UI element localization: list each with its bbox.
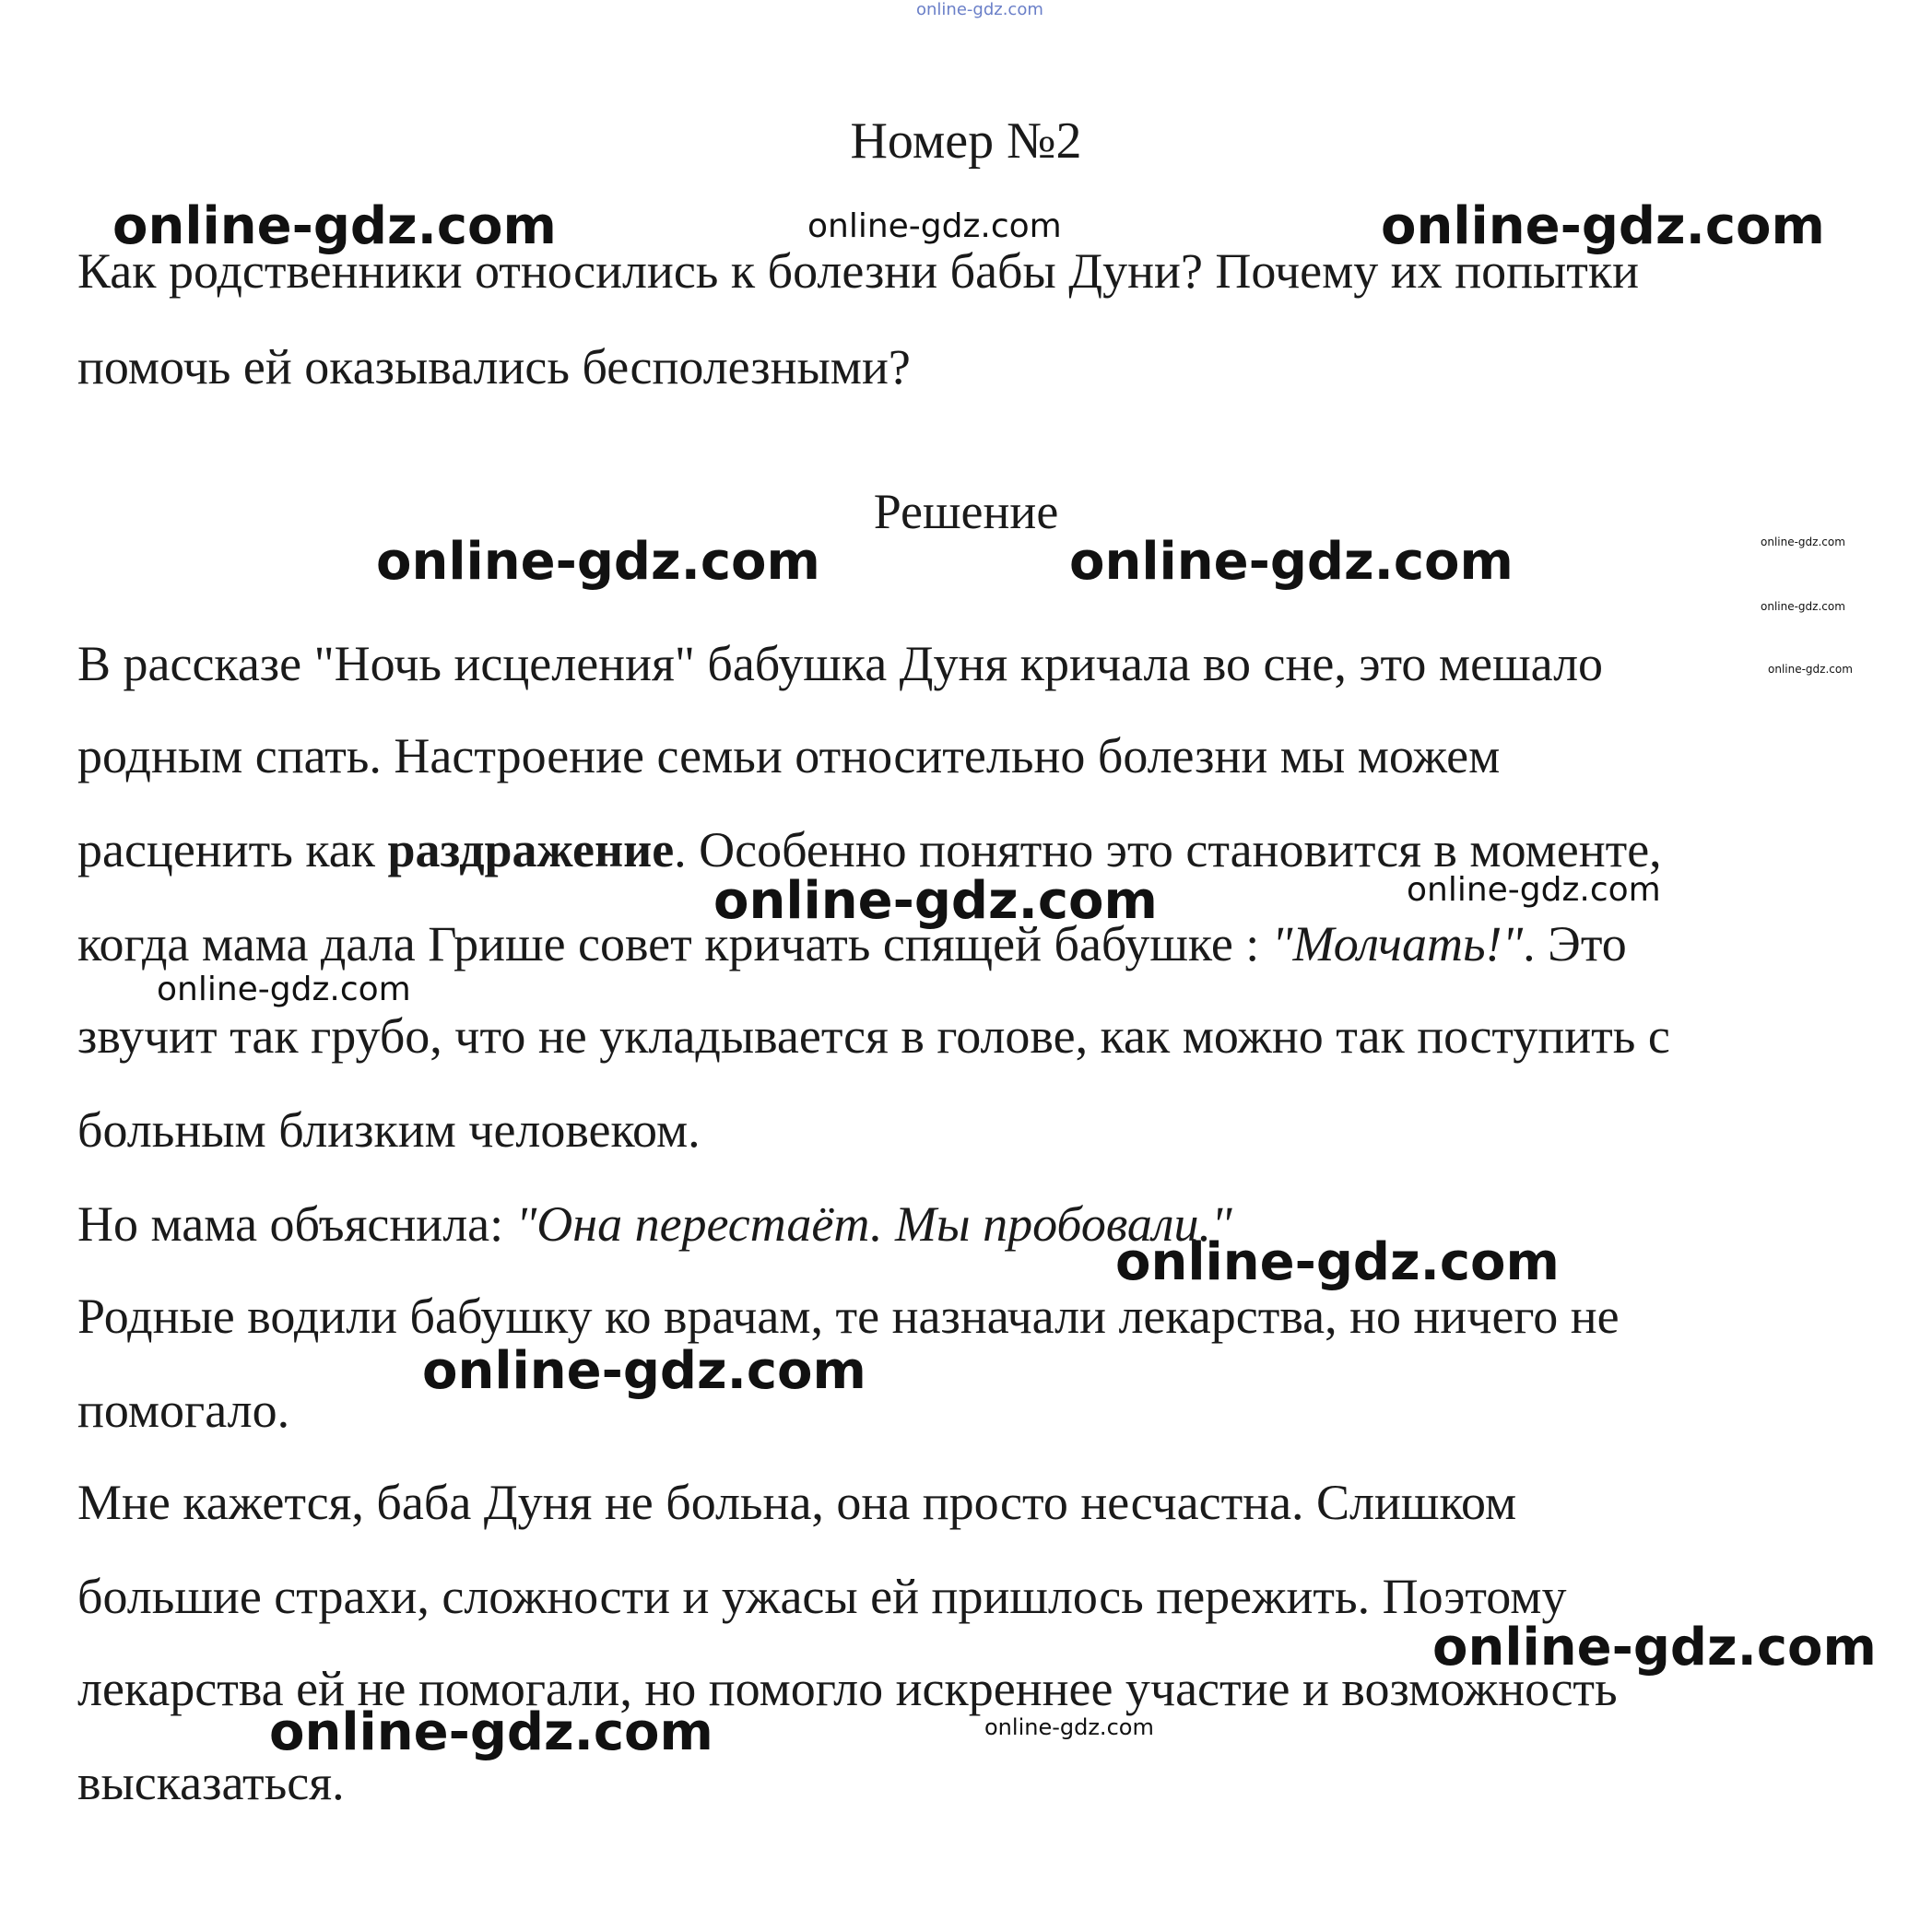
- watermark: online-gdz.com: [1432, 1618, 1877, 1678]
- answer-line-7: Но мама объяснила: "Она перестаёт. Мы пробовали.": [77, 1196, 1232, 1252]
- watermark: online-gdz.com: [713, 871, 1158, 931]
- watermark: online-gdz.com: [1069, 532, 1514, 592]
- watermark: online-gdz.com: [1768, 663, 1853, 676]
- emphasis-word: раздражение: [387, 822, 675, 877]
- answer-line-5: звучит так грубо, что не укладывается в голове, как можно так поступить с: [77, 1008, 1670, 1064]
- answer-line-12: лекарства ей не помогали, но помогло искреннее участие и возможность: [77, 1661, 1618, 1716]
- watermark: online-gdz.com: [984, 1714, 1154, 1740]
- answer-line-11: большие страхи, сложности и ужасы ей пришлось пережить. Поэтому: [77, 1569, 1567, 1624]
- answer-line-2: родным спать. Настроение семьи относительно болезни мы можем: [77, 728, 1501, 783]
- watermark: online-gdz.com: [1381, 196, 1825, 256]
- question-line-2: помочь ей оказывались бесполезными?: [77, 339, 911, 394]
- answer-line-6: больным близким человеком.: [77, 1102, 701, 1158]
- watermark: online-gdz.com: [1407, 871, 1661, 909]
- answer-line-9: помогало.: [77, 1383, 290, 1438]
- quote: "Она перестаёт. Мы пробовали.": [515, 1196, 1232, 1252]
- watermark: online-gdz.com: [1115, 1232, 1560, 1292]
- watermark: online-gdz.com: [376, 532, 820, 592]
- watermark: online-gdz.com: [269, 1702, 713, 1762]
- watermark: online-gdz.com: [1761, 600, 1845, 613]
- quote: "Молчать!": [1271, 916, 1524, 971]
- watermark: online-gdz.com: [422, 1341, 866, 1401]
- answer-line-13: высказаться.: [77, 1755, 345, 1810]
- solution-heading: Решение: [873, 484, 1059, 539]
- watermark: online-gdz.com: [157, 971, 411, 1008]
- answer-line-3: расценить как раздражение. Особенно понятно это становится в моменте,: [77, 822, 1662, 877]
- answer-line-1: В рассказе "Ночь исцеления" бабушка Дуня кричала во сне, это мешало: [77, 636, 1604, 691]
- watermark: online-gdz.com: [807, 207, 1062, 245]
- answer-line-8: Родные водили бабушку ко врачам, те назначали лекарства, но ничего не: [77, 1289, 1620, 1344]
- watermark: online-gdz.com: [112, 196, 557, 256]
- answer-line-10: Мне кажется, баба Дуня не больна, она просто несчастна. Слишком: [77, 1475, 1517, 1530]
- question-line-1: Как родственники относились к болезни бабы Дуни? Почему их попытки: [77, 243, 1640, 299]
- watermark: online-gdz.com: [1761, 536, 1845, 548]
- page-title: Номер №2: [850, 112, 1082, 170]
- watermark: online-gdz.com: [916, 0, 1043, 19]
- answer-line-4: когда мама дала Грише совет кричать спящей бабушке : "Молчать!". Это: [77, 916, 1627, 971]
